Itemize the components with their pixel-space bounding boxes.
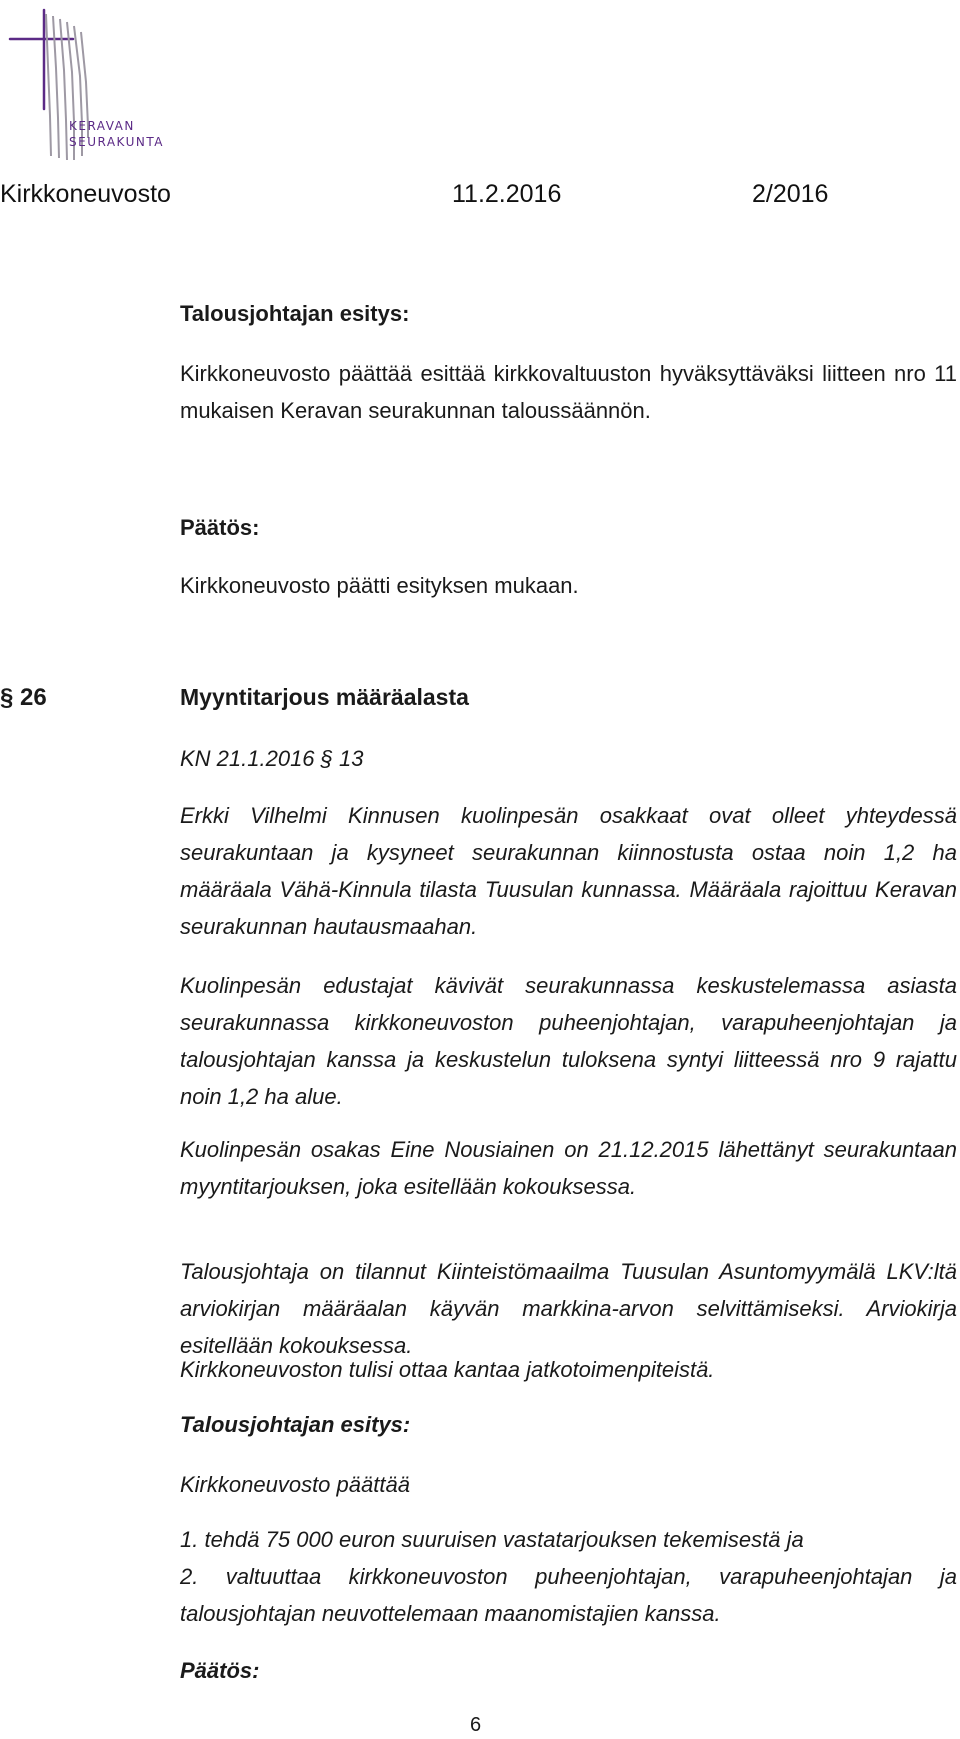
header-date: 11.2.2016 bbox=[452, 180, 562, 208]
logo-text-line1: KERAVAN bbox=[69, 119, 135, 133]
proposal-heading-2: Talousjohtajan esitys: bbox=[180, 1412, 411, 1437]
decision-text-1: Kirkkoneuvosto päätti esityksen mukaan. bbox=[180, 573, 579, 598]
logo-text-line2: SEURAKUNTA bbox=[69, 135, 164, 149]
header-number: 2/2016 bbox=[752, 180, 829, 208]
church-logo bbox=[6, 6, 166, 166]
page-number: 6 bbox=[470, 1714, 482, 1736]
proposal-text-1: Kirkkoneuvosto päättää esittää kirkkovaltuuston hyväksyttäväksi liitteen nro 11 mukaisen Keravan seurakunnan taloussäännön. bbox=[180, 361, 957, 423]
proposal-item: 1. tehdä 75 000 euron suuruisen vastatarjouksen tekemisestä ja bbox=[180, 1527, 804, 1552]
section-paragraph: Erkki Vilhelmi Kinnusen kuolinpesän osakkaat ovat olleet yhteydessä seurakuntaan ja kysyneet seurakunnan kiinnostusta ostaa noin 1,2 ha määräala Vähä-Kinnula tilasta Tuusulan kunnassa. Määräala rajoittuu Keravan seurakunnan hautausmaahan. bbox=[180, 803, 957, 939]
decision-heading-2: Päätös: bbox=[180, 1658, 260, 1683]
proposal-item: 2. valtuuttaa kirkkoneuvoston puheenjohtajan, varapuheenjohtajan ja talousjohtajan neuvottelemaan maanomistajien kanssa. bbox=[180, 1564, 957, 1626]
section-paragraph: Talousjohtaja on tilannut Kiinteistömaailma Tuusulan Asuntomyymälä LKV:ltä arviokirjan määräalan käyvän markkina-arvon selvittämiseksi. Arviokirja esitellään kokouksessa. bbox=[180, 1259, 957, 1358]
header-organ: Kirkkoneuvosto bbox=[0, 180, 171, 208]
section-paragraph: Kuolinpesän osakas Eine Nousiainen on 21.12.2015 lähettänyt seurakuntaan myyntitarjouksen, joka esitellään kokouksessa. bbox=[180, 1137, 957, 1199]
section-reference: KN 21.1.2016 § 13 bbox=[180, 746, 364, 771]
decision-heading-1: Päätös: bbox=[180, 515, 260, 540]
section-paragraph: Kirkkoneuvoston tulisi ottaa kantaa jatkotoimenpiteistä. bbox=[180, 1357, 715, 1382]
section-number: § 26 bbox=[0, 684, 47, 711]
section-paragraph: Kuolinpesän edustajat kävivät seurakunnassa keskustelemassa asiasta seurakunnassa kirkkoneuvoston puheenjohtajan, varapuheenjohtajan ja talousjohtajan kanssa ja keskustelun tuloksena syntyi liitteessä nro 9 rajattu noin 1,2 ha alue. bbox=[180, 973, 957, 1109]
proposal-heading-1: Talousjohtajan esitys: bbox=[180, 301, 410, 326]
section-title: Myyntitarjous määräalasta bbox=[180, 684, 469, 710]
proposal-intro: Kirkkoneuvosto päättää bbox=[180, 1472, 410, 1497]
